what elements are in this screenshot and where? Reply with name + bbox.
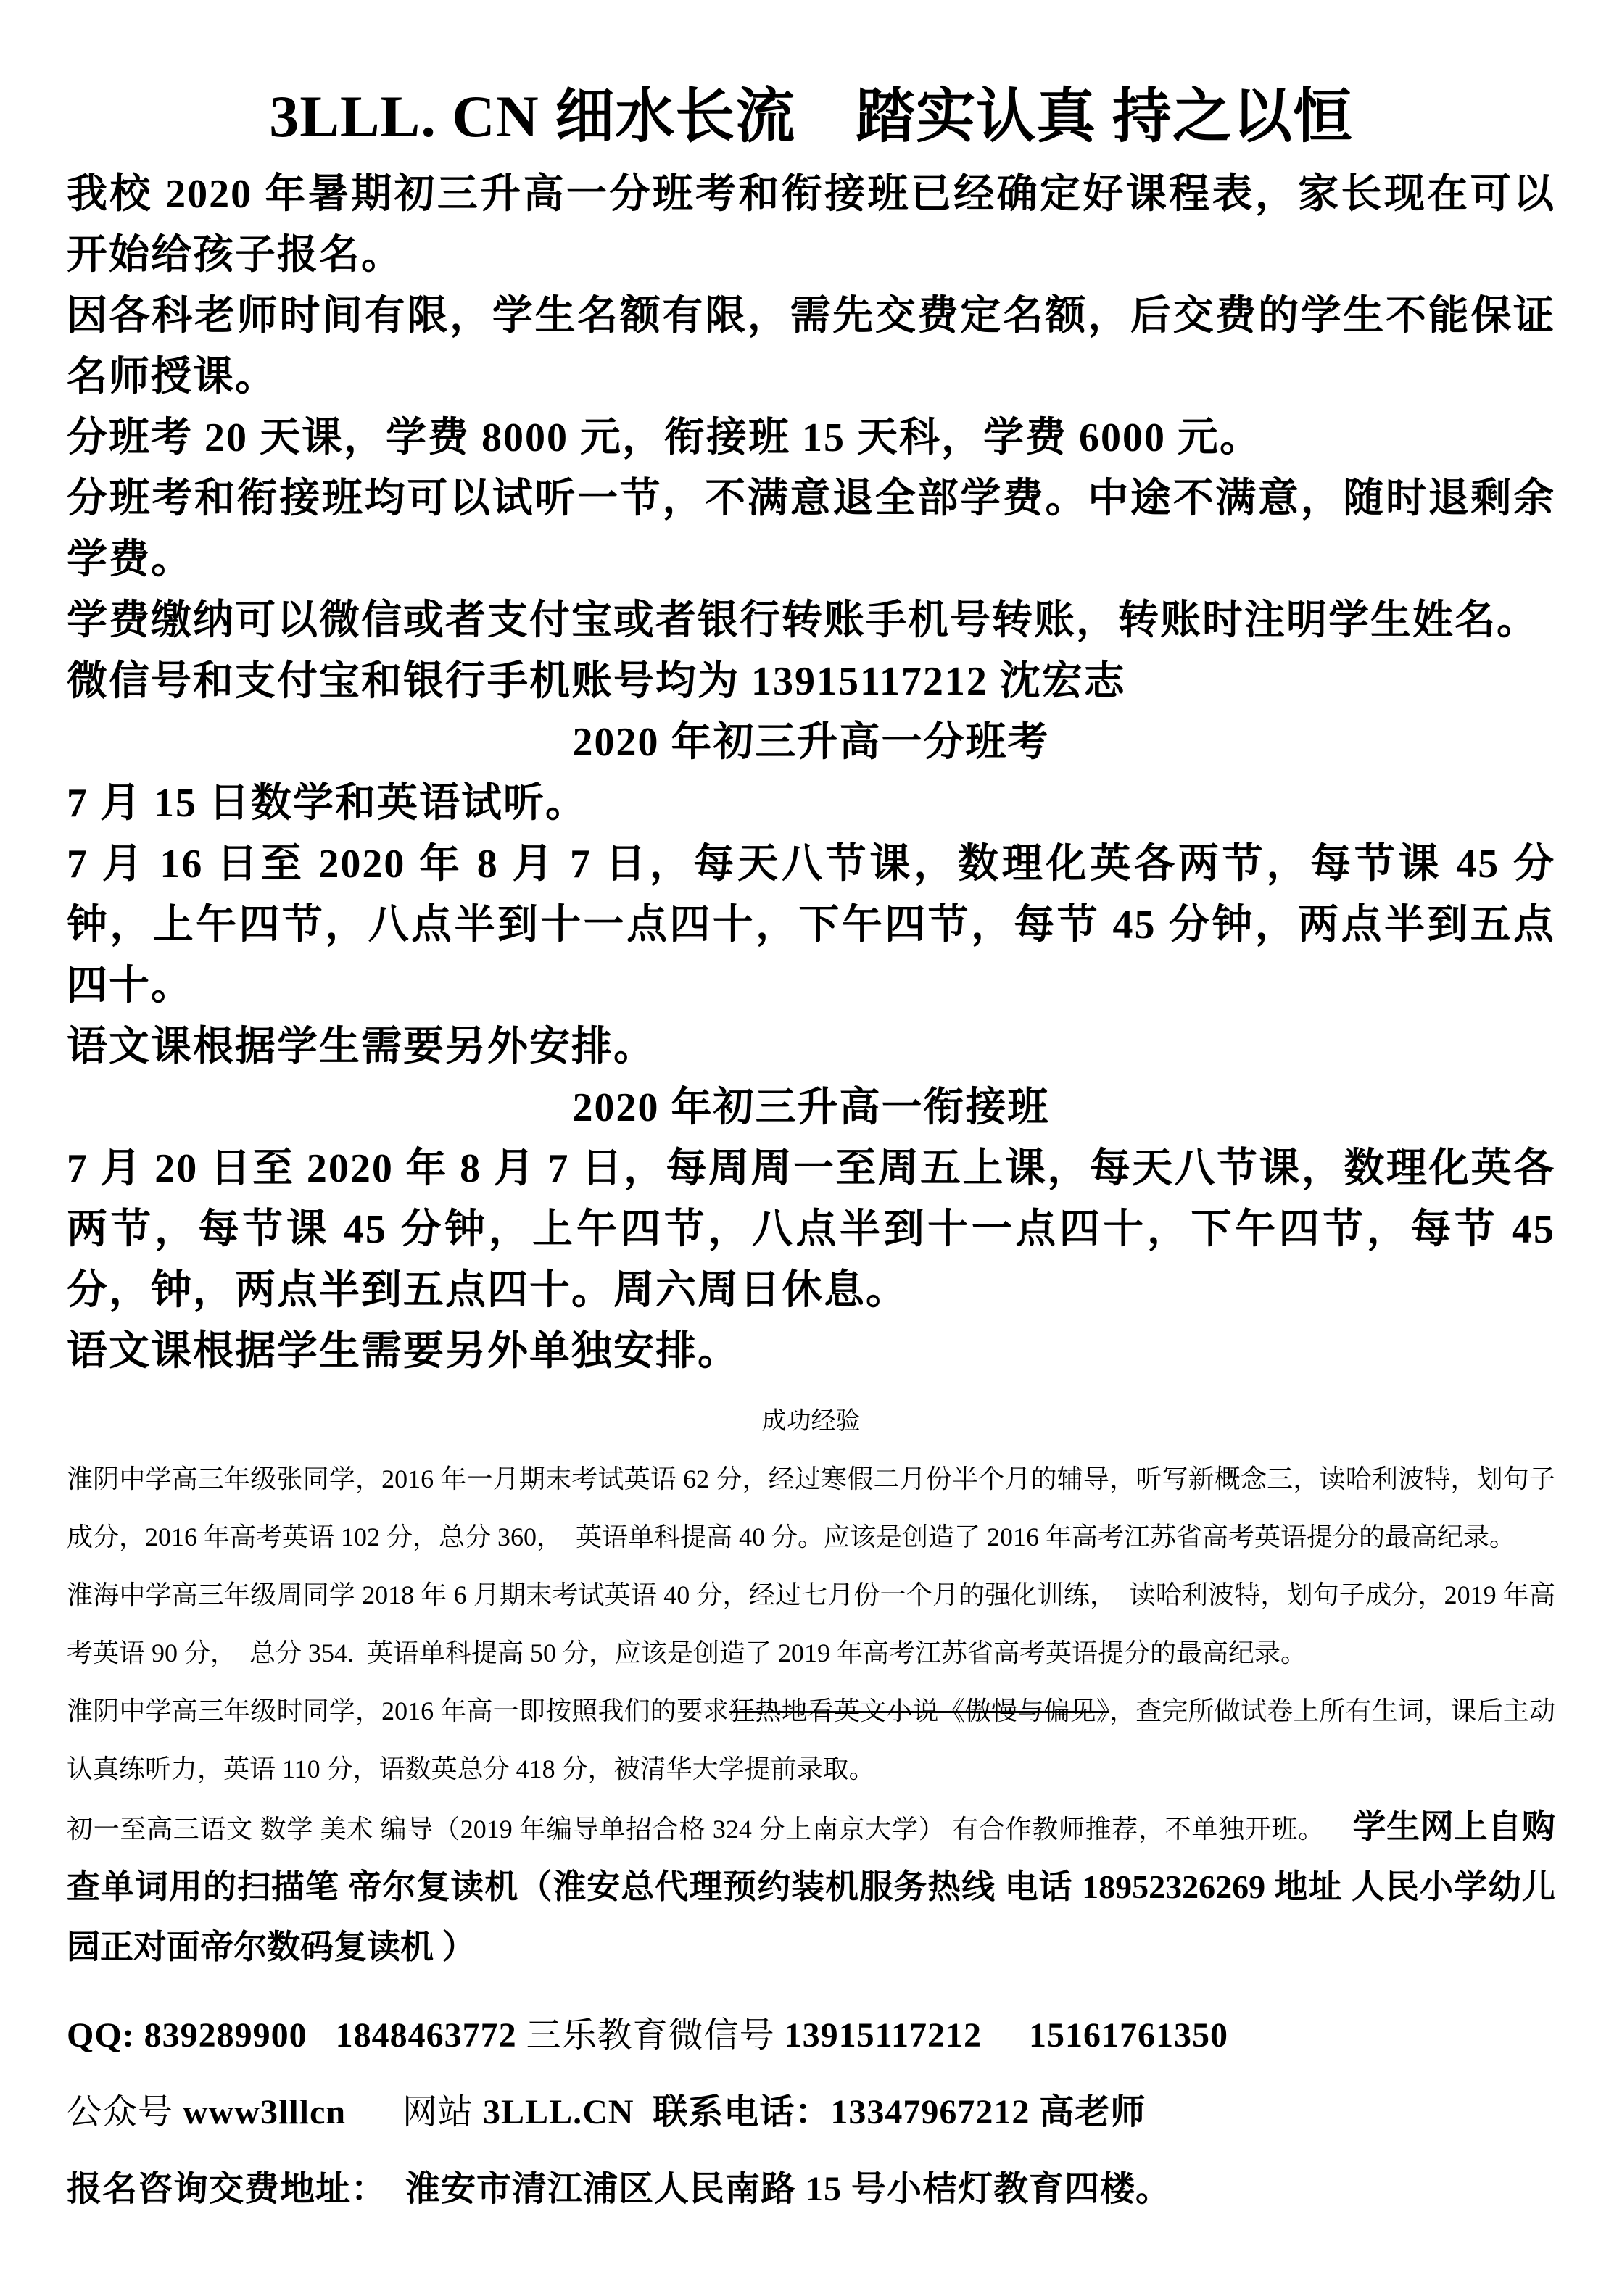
success-heading: 成功经验 [761, 1407, 861, 1435]
placement-exam-heading: 2020 年初三升高一分班考 [572, 720, 1050, 765]
placement-exam-paragraph-2: 7 月 16 日至 2020 年 8 月 7 日，每天八节课，数理化英各两节，每节课 45 分钟，上午四节，八点半到十一点四十，下午四节，每节 45 分钟，两点半到五点四十。 [67, 842, 1555, 1008]
success-case-3-strikethrough-text: 狂热地看英文小说《傲慢与偏见》 [729, 1696, 1110, 1725]
website-label: 网站 [402, 2093, 484, 2131]
intro-paragraph-3: 分班考 20 天课，学费 8000 元，衔接班 15 天科，学费 6000 元。 [67, 415, 1262, 460]
contact-qq-line [67, 1997, 1555, 2074]
official-account-value: www3lllcn [183, 2093, 403, 2131]
intro-paragraph-5: 学费缴纳可以微信或者支付宝或者银行转账手机号转账，转账时注明学生姓名。 [67, 598, 1539, 643]
success-case-3-tail: ，查完所做试卷上所有生词，课后主动认真练听力，英语 110 分，语数英总分 418 分，被清华大学提前录取。 [67, 1696, 1555, 1783]
courses-list-text: 初一至高三语文 数学 美术 编导（2019 年编导单招合格 324 分上南京大学） 有合作教师推荐，不单独开班。 [67, 1815, 1353, 1844]
wechat-label: 三乐教育微信号 [526, 2016, 785, 2055]
intro-paragraph-1: 我校 2020 年暑期初三升高一分班考和衔接班已经确定好课程表，家长现在可以开始给孩子报名。 [67, 172, 1555, 278]
wechat-numbers: 13915117212 15161761350 [784, 2016, 1229, 2055]
placement-exam-paragraph-1: 7 月 15 日数学和英语试听。 [67, 781, 587, 826]
registration-address-line: 报名咨询交费地址： 淮安市清江浦区人民南路 15 号小桔灯教育四楼。 [67, 2170, 1172, 2208]
scanner-pen-promo-text: 学生网上自购查单词用的扫描笔 帝尔复读机（淮安总代理预约装机服务热线 电话 18952326269 地址 人民小学幼儿园正对面帝尔数码复读机 ） [67, 1808, 1555, 1965]
success-case-3-text: 淮阴中学高三年级时同学，2016 年高一即按照我们的要求 [67, 1696, 729, 1725]
success-case-1: 淮阴中学高三年级张同学，2016 年一月期末考试英语 62 分，经过寒假二月份半个月的辅导，听写新概念三，读哈利波特，划句子成分，2016 年高考英语 102 分，总分 360， 英语单科提高 40 分。应该是创造了 2016 年高考江苏省高考英语提分的最高纪录。 [67, 1464, 1555, 1551]
courses-paragraph [67, 1798, 1555, 1978]
bridging-class-paragraph-1: 7 月 20 日至 2020 年 8 月 7 日，每周周一至周五上课，每天八节课，数理化英各两节，每节课 45 分钟，上午四节，八点半到十一点四十，下午四节，每节 45 分，钟，两点半到五点四十。周六周日休息。 [67, 1146, 1567, 1313]
bridging-class-paragraph-2: 语文课根据学生需要另外单独安排。 [67, 1329, 740, 1374]
qq-numbers: QQ: 839289900 1848463772 [67, 2016, 526, 2055]
contact-web-line [67, 2074, 1555, 2151]
website-value: 3LLL.CN [483, 2093, 653, 2131]
intro-paragraph-6: 微信号和支付宝和银行手机账号均为 13915117212 沈宏志 [67, 659, 1126, 704]
intro-paragraph-4: 分班考和衔接班均可以试听一节，不满意退全部学费。中途不满意，随时退剩余学费。 [67, 476, 1555, 582]
intro-paragraph-2: 因各科老师时间有限，学生名额有限，需先交费定名额，后交费的学生不能保证名师授课。 [67, 294, 1555, 399]
success-case-3 [67, 1682, 1555, 1798]
bridging-class-heading: 2020 年初三升高一衔接班 [572, 1085, 1050, 1130]
success-case-2: 淮海中学高三年级周同学 2018 年 6 月期末考试英语 40 分，经过七月份一个月的强化训练， 读哈利波特，划句子成分，2019 年高考英语 90 分， 总分 354. 英语单科提高 50 分，应该是创造了 2019 年高考江苏省高考英语提分的最高纪录。 [67, 1580, 1555, 1667]
placement-exam-paragraph-3: 语文课根据学生需要另外安排。 [67, 1024, 655, 1069]
official-account-label: 公众号 [67, 2093, 183, 2131]
page-title: 3LLL. CN 细水长流 踏实认真 持之以恒 [269, 83, 1353, 149]
contact-phone-text: 联系电话：13347967212 高老师 [653, 2093, 1146, 2131]
